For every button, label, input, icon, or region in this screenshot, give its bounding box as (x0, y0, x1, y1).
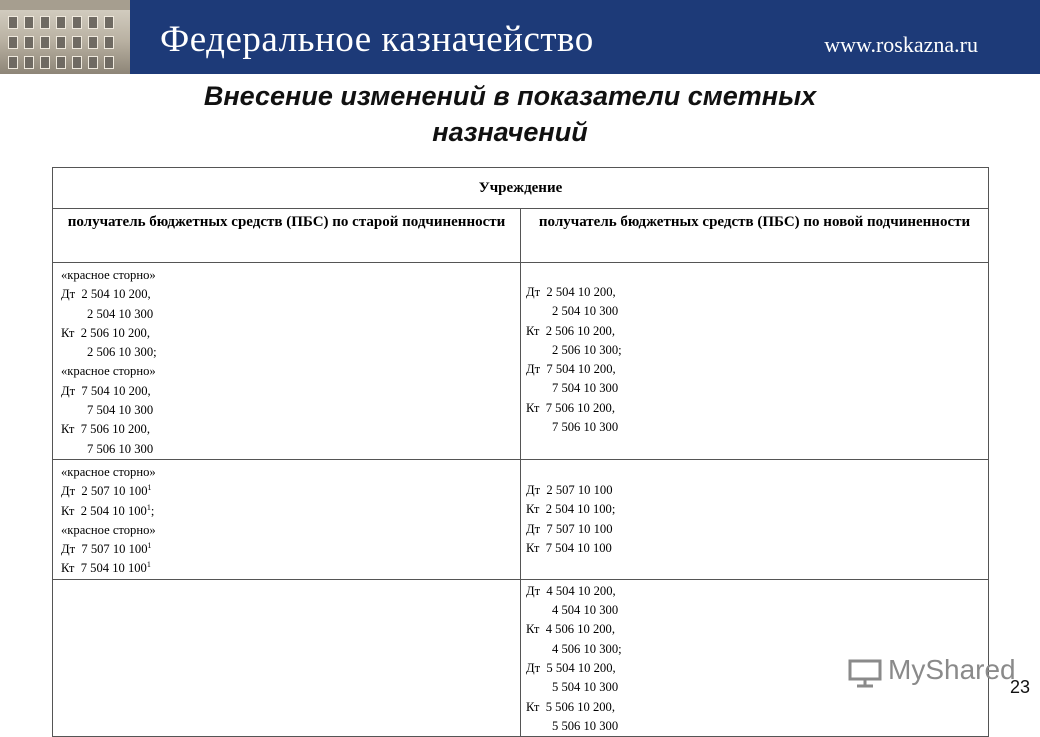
footnote-mark: 1 (147, 540, 152, 550)
entry-line: Кт 5 506 10 200, (526, 699, 615, 714)
entry-line: Кт 2 506 10 200, (526, 323, 615, 338)
entry-line: Дт 7 507 10 100 (526, 521, 613, 536)
entry-line: «красное сторно» (61, 522, 156, 537)
watermark-text: MyShared (888, 654, 1016, 685)
building-photo (0, 0, 130, 74)
entry-line: «красное сторно» (61, 268, 156, 282)
entry-line: Кт 2 506 10 200, (61, 325, 150, 340)
accounting-table (52, 167, 989, 737)
entry-line: Дт 2 504 10 200, (526, 285, 616, 299)
entry-line: Кт 7 504 10 $100^1$ (61, 560, 151, 576)
row3-old-cell-empty (53, 579, 521, 736)
entry-line: 4 504 10 300 (552, 603, 619, 618)
entry-line: Кт 7 506 10 200, (61, 422, 150, 437)
entry-line: 2 506 10 300; (87, 345, 157, 360)
entry-line: Дт 7 507 10 $100^1$ (61, 540, 152, 557)
row2-old-cell (53, 459, 521, 579)
entry-line: Дт 2 507 10 100 (526, 482, 613, 497)
page-number: 23 (1009, 677, 1030, 697)
entry-line: Дт 7 504 10 200, (61, 383, 151, 398)
column-header-new: получатель бюджетных средств (ПБС) по новой подчиненности (521, 209, 989, 263)
table-row (53, 459, 989, 579)
entry-line: 2 504 10 300 (87, 306, 154, 321)
entry-line: 5 504 10 300 (552, 680, 619, 695)
entry-line: 7 504 10 300 (552, 381, 619, 396)
entry-line: Кт 4 506 10 200, (526, 622, 615, 637)
entry-line: 4 506 10 300; (552, 641, 622, 656)
column-header-old: получатель бюджетных средств (ПБС) по старой подчиненности (53, 209, 521, 263)
entry-line: «красное сторно» (61, 364, 156, 379)
entry-line: 2 506 10 300; (552, 342, 622, 357)
agency-name: Федеральное казначейство (160, 19, 594, 60)
entry-line: Кт 7 506 10 200, (526, 400, 615, 415)
footnote-mark: 1 (147, 483, 152, 493)
slide-title (0, 78, 1020, 150)
entry-line: Дт 7 504 10 200, (526, 362, 616, 377)
entry-line: 7 506 10 300 (552, 420, 619, 435)
slide-title-line-2: назначений (432, 117, 588, 147)
table-row (53, 263, 989, 460)
footnote-mark: 1 (146, 502, 151, 512)
site-url[interactable]: www.roskazna.ru (824, 32, 978, 57)
footnote-mark: 1 (146, 560, 151, 570)
table-header-institution: Учреждение (53, 168, 989, 209)
entry-line: 5 506 10 300 (552, 718, 619, 733)
entry-line: Дт 2 504 10 200, (61, 287, 151, 302)
row1-new-cell (521, 263, 989, 460)
entry-line: 2 504 10 300 (552, 304, 619, 319)
entry-line: 7 506 10 300 (87, 441, 154, 456)
entry-line: 7 504 10 300 (87, 403, 154, 418)
entry-line: Кт 2 504 10 100; (526, 502, 616, 517)
header-banner (0, 0, 1040, 74)
entry-line: Дт 2 507 10 $100^1$ (61, 483, 152, 499)
slide-title-line-1: Внесение изменений в показатели сметных (203, 81, 817, 111)
row2-new-cell (521, 459, 989, 579)
presentation-board-icon (848, 658, 882, 688)
entry-line: Дт 5 504 10 200, (526, 660, 616, 675)
entry-line: Дт 4 504 10 200, (526, 583, 616, 598)
row1-old-cell (53, 263, 521, 460)
entry-line: «красное сторно» (61, 464, 156, 479)
entry-line: Кт 7 504 10 100 (526, 540, 612, 555)
entry-line: Кт 2 504 10 $100^1$; (61, 502, 155, 518)
